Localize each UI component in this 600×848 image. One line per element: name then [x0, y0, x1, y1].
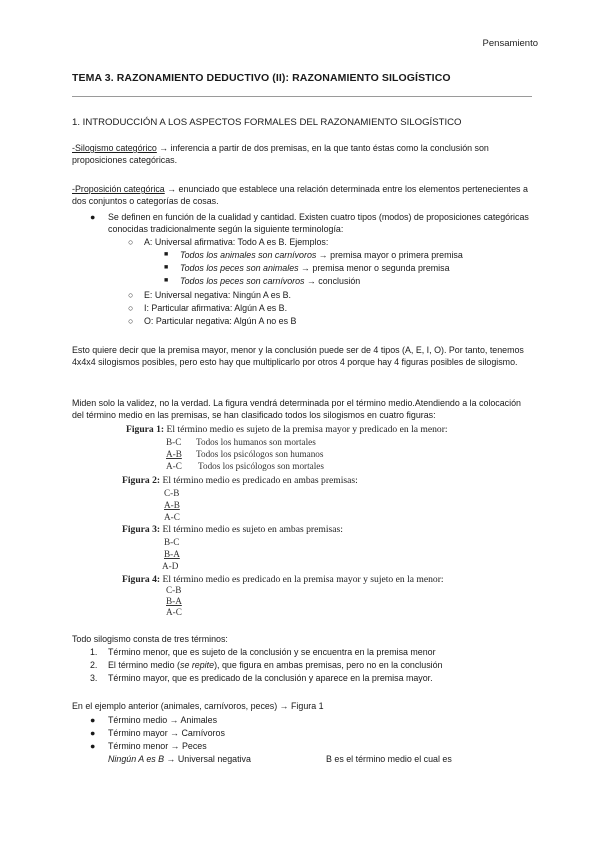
- list-item: O: Particular negativa: Algún A no es B: [144, 316, 297, 326]
- bullet-icon: ●: [90, 741, 96, 751]
- figure-2-row: A-B: [164, 500, 180, 510]
- figure-label: Figura 1:: [126, 424, 165, 435]
- list-item: Término menor, que es sujeto de la conclusión y se encuentra en la premisa menor: [108, 647, 436, 657]
- list-item: Término menor → Peces: [108, 741, 207, 751]
- premise-code: B-C: [166, 437, 182, 447]
- figure-2-heading: [122, 475, 358, 486]
- list-item: Término mayor → Carnívoros: [108, 728, 225, 738]
- term-text: ), que figura en ambas premisas, pero no en la conclusión: [214, 660, 443, 670]
- list-item: Se definen en función de la cualidad y cantidad. Existen cuatro tipos (modos) de proposiciones categóricas conocidas tradicionalmente según la siguiente terminología:: [108, 212, 529, 235]
- paragraph: Esto quiere decir que la premisa mayor, menor y la conclusión puede ser de 4 tipos (A, E, I, O). Por tanto, tenemos 4x4x4 silogismos posibles, pero esto hay que multiplicarlo por otros 4 porque hay 4 figuras posibles de silogismo.: [72, 345, 524, 368]
- running-header: Pensamiento: [482, 38, 538, 49]
- figure-text: El término medio es predicado en ambas premisas:: [160, 475, 358, 486]
- list-item: [180, 275, 360, 287]
- figure-3-heading: [122, 524, 343, 535]
- definition-silogismo: [72, 142, 534, 167]
- square-bullet-icon: ■: [164, 277, 169, 284]
- section-heading: 1. INTRODUCCIÓN A LOS ASPECTOS FORMALES DEL RAZONAMIENTO SILOGÍSTICO: [72, 117, 462, 128]
- list-item: E: Universal negativa: Ningún A es B.: [144, 290, 292, 300]
- example-italic: Todos los animales son carnívoros: [180, 250, 317, 260]
- page-title: TEMA 3. RAZONAMIENTO DEDUCTIVO (II): RAZONAMIENTO SILOGÍSTICO: [72, 72, 451, 84]
- premise-code: A-B: [166, 449, 182, 459]
- definition-proposicion: [72, 183, 534, 208]
- figure-4-row: B-A: [166, 596, 182, 606]
- circle-bullet-icon: ○: [128, 290, 134, 300]
- list-item: [108, 753, 251, 765]
- figure-1-row-text: Todos los psicólogos son mortales: [198, 461, 324, 471]
- figure-4-row: C-B: [166, 585, 182, 595]
- list-number: 2.: [90, 660, 98, 670]
- list-item: A: Universal afirmativa: Todo A es B. Ejemplos:: [144, 237, 329, 247]
- example-italic: Todos los peces son carnívoros: [180, 276, 305, 286]
- list-item: Término mayor, que es predicado de la conclusión y aparece en la premisa mayor.: [108, 673, 433, 683]
- figure-3-row: B-C: [164, 537, 180, 547]
- figure-1-row-text: Todos los humanos son mortales: [196, 437, 316, 447]
- bullet-icon: ●: [90, 728, 96, 738]
- figure-4-heading: [122, 574, 444, 585]
- bullet-icon: ●: [90, 715, 96, 725]
- figures-image: [120, 424, 520, 617]
- list-item: B es el término medio el cual es: [326, 754, 452, 764]
- paragraph: Miden solo la validez, no la verdad. La figura vendrá determinada por el término medio.Atendiendo a la colocación del término medio en las premisas, se han clasificado todos los silogismos en cuatro figuras:: [72, 398, 521, 421]
- example-rest: → Universal negativa: [164, 754, 251, 764]
- figure-2-row: C-B: [164, 488, 180, 498]
- figure-label: Figura 4:: [122, 574, 161, 585]
- list-item: Término medio → Animales: [108, 715, 218, 725]
- definition-text: → inferencia a partir de dos premisas, en la que tanto éstas como la conclusión son proposiciones categóricas.: [72, 143, 489, 166]
- figure-text: El término medio es sujeto en ambas premisas:: [160, 524, 343, 535]
- definition-text: → enunciado que establece una relación determinada entre los elementos pertenecientes a dos conjuntos o categorías de cosas.: [72, 184, 528, 207]
- circle-bullet-icon: ○: [128, 303, 134, 313]
- figure-1-row: [166, 437, 181, 447]
- example-rest: → conclusión: [304, 276, 361, 286]
- list-item: [180, 249, 463, 261]
- square-bullet-icon: ■: [164, 264, 169, 271]
- figure-1-heading: [126, 424, 448, 435]
- figure-text: El término medio es predicado en la premisa mayor y sujeto en la menor:: [160, 574, 444, 585]
- figure-label: Figura 2:: [122, 475, 161, 486]
- example-rest: → premisa mayor o primera premisa: [316, 250, 463, 260]
- list-item: [108, 659, 442, 671]
- example-italic: Todos los peces son animales: [180, 263, 299, 273]
- figure-1-row: [166, 461, 182, 471]
- term-silogismo: -Silogismo categórico: [72, 143, 157, 153]
- list-item: [180, 262, 450, 274]
- title-divider: [72, 96, 532, 97]
- list-number: 3.: [90, 673, 98, 683]
- example-italic: Ningún A es B: [108, 754, 165, 764]
- figure-3-row: B-A: [164, 549, 180, 559]
- term-proposicion: -Proposición categórica: [72, 184, 165, 194]
- figure-text: El término medio es sujeto de la premisa mayor y predicado en la menor:: [164, 424, 448, 435]
- figure-2-row: A-C: [164, 512, 180, 522]
- circle-bullet-icon: ○: [128, 316, 134, 326]
- premise-code: A-C: [166, 461, 182, 471]
- paragraph: Todo silogismo consta de tres términos:: [72, 634, 228, 644]
- figure-1-row: [166, 449, 182, 459]
- list-number: 1.: [90, 647, 98, 657]
- bullet-icon: ●: [90, 212, 96, 222]
- figure-3-row: A-D: [162, 561, 179, 571]
- figure-4-row: A-C: [166, 607, 182, 617]
- term-text: El término medio (: [108, 660, 181, 670]
- list-item: I: Particular afirmativa: Algún A es B.: [144, 303, 288, 313]
- circle-bullet-icon: ○: [128, 237, 134, 247]
- example-rest: → premisa menor o segunda premisa: [298, 263, 450, 273]
- paragraph: En el ejemplo anterior (animales, carnívoros, peces) → Figura 1: [72, 701, 324, 711]
- square-bullet-icon: ■: [164, 251, 169, 258]
- figure-1-row-text: Todos los psicólogos son humanos: [196, 449, 324, 459]
- figure-label: Figura 3:: [122, 524, 161, 535]
- term-italic: se repite: [180, 660, 215, 670]
